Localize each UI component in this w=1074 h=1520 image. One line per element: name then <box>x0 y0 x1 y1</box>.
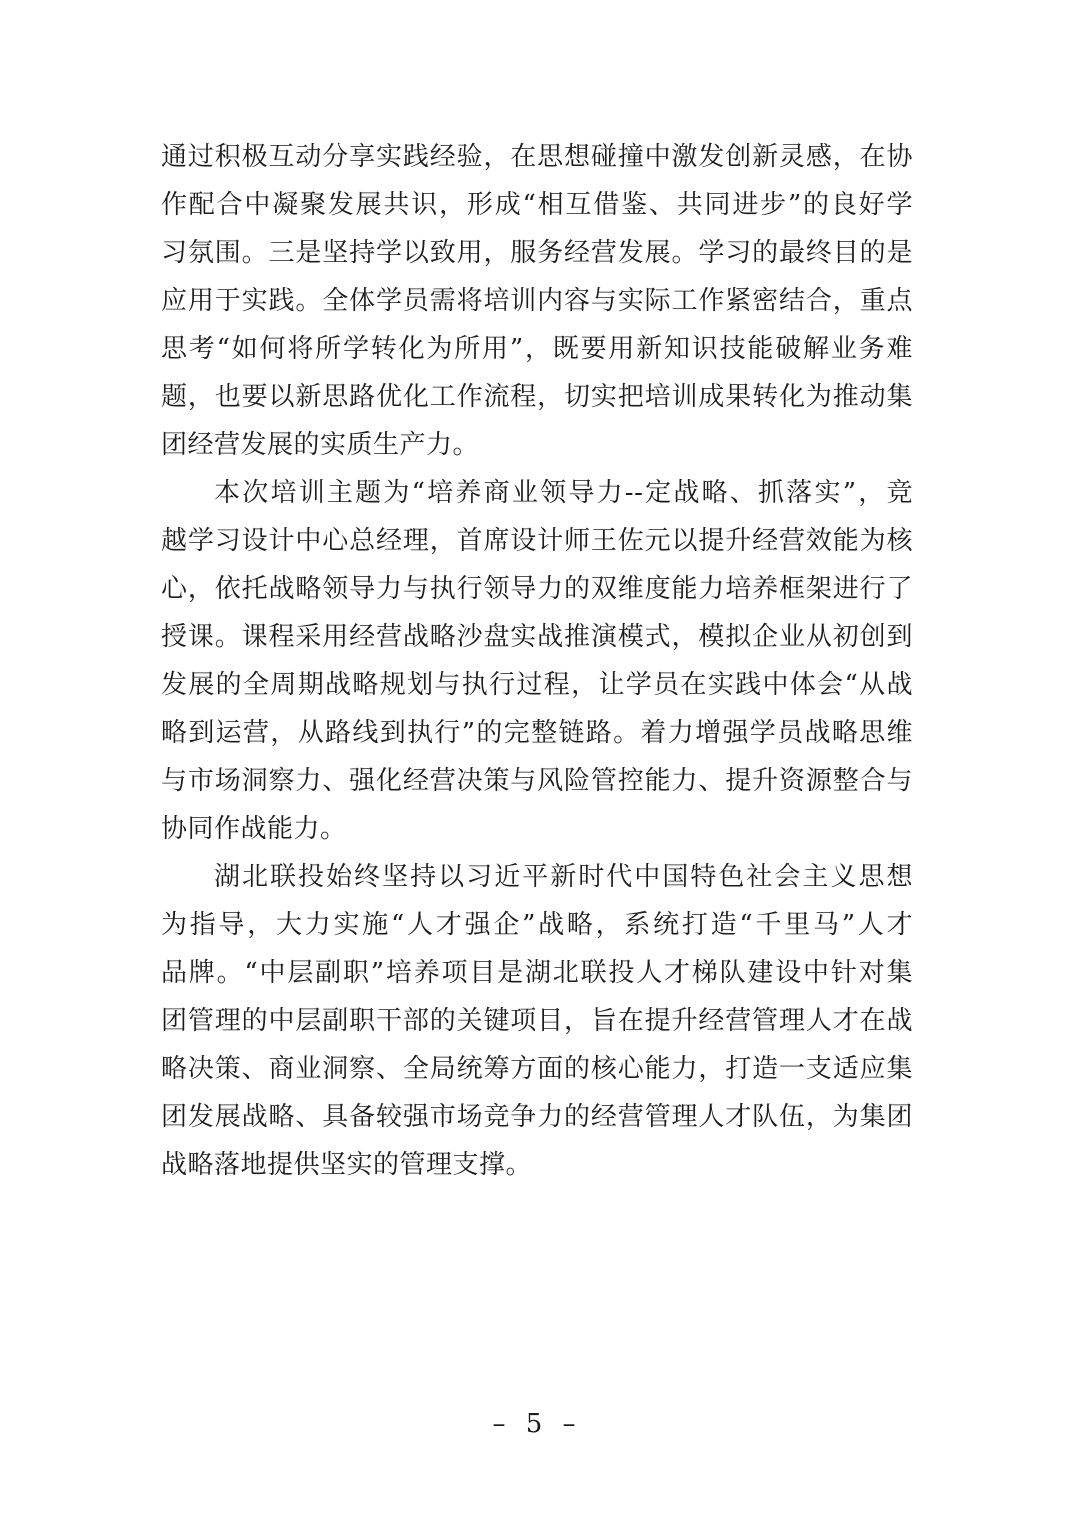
text-line: 与市场洞察力、强化经营决策与风险管控能力、提升资源整合与 <box>161 766 913 796</box>
text-line: 略到运营，从路线到执行”的完整链路。着力增强学员战略思维 <box>161 718 913 748</box>
text-line: 作配合中凝聚发展共识，形成“相互借鉴、共同进步”的良好学 <box>161 190 913 220</box>
text-line: 团管理的中层副职干部的关键项目，旨在提升经营管理人才在战 <box>161 1006 913 1036</box>
paragraph-1 <box>161 133 913 469</box>
page-number: – 5 – <box>492 1409 582 1439</box>
text-line: 习氛围。三是坚持学以致用，服务经营发展。学习的最终目的是 <box>161 238 913 268</box>
paragraph-3 <box>161 853 913 1189</box>
text-line: 题，也要以新思路优化工作流程，切实把培训成果转化为推动集 <box>161 382 913 412</box>
text-line: 思考“如何将所学转化为所用”，既要用新知识技能破解业务难 <box>161 334 913 364</box>
text-line: 协同作战能力。 <box>161 814 347 844</box>
text-line: 应用于实践。全体学员需将培训内容与实际工作紧密结合，重点 <box>161 286 913 316</box>
text-line: 团发展战略、具备较强市场竞争力的经营管理人才队伍，为集团 <box>161 1102 913 1132</box>
text-line: 通过积极互动分享实践经验，在思想碰撞中激发创新灵感，在协 <box>161 142 913 172</box>
text-line: 略决策、商业洞察、全局统筹方面的核心能力，打造一支适应集 <box>161 1054 913 1084</box>
text-line: 本次培训主题为“培养商业领导力--定战略、抓落实”，竞 <box>214 478 913 508</box>
text-line: 越学习设计中心总经理，首席设计师王佐元以提升经营效能为核 <box>161 526 913 556</box>
text-line: 团经营发展的实质生产力。 <box>161 430 480 460</box>
text-line: 湖北联投始终坚持以习近平新时代中国特色社会主义思想 <box>214 862 913 892</box>
text-line: 品牌。“中层副职”培养项目是湖北联投人才梯队建设中针对集 <box>161 958 913 988</box>
text-line: 心，依托战略领导力与执行领导力的双维度能力培养框架进行了 <box>161 574 913 604</box>
paragraph-2 <box>161 469 913 853</box>
text-line: 发展的全周期战略规划与执行过程，让学员在实践中体会“从战 <box>161 670 913 700</box>
text-line: 战略落地提供坚实的管理支撑。 <box>161 1150 533 1180</box>
text-line: 为指导，大力实施“人才强企”战略，系统打造“千里马”人才 <box>161 910 913 940</box>
text-line: 授课。课程采用经营战略沙盘实战推演模式，模拟企业从初创到 <box>161 622 913 652</box>
document-body <box>161 133 913 1189</box>
